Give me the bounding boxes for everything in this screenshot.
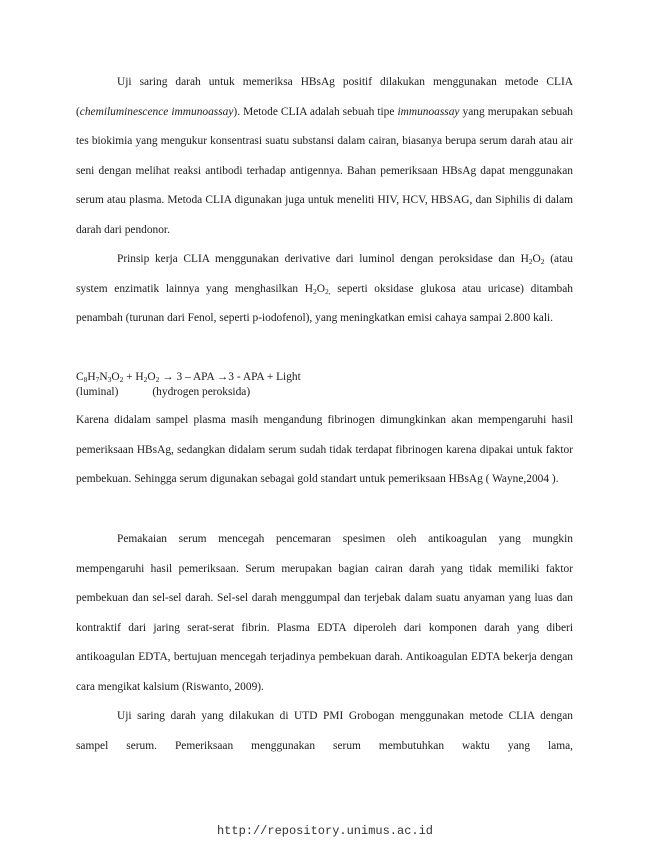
equation-labels [76,385,573,400]
p2-text-d: O [316,282,325,295]
p1-text-a: Uji saring darah untuk memeriksa HBsAg positif dilakukan menggunakan metode CLIA ( [76,76,573,118]
paragraph-serum-anticoagulant: Pemakaian serum mencegah pencemaran spesimen oleh antikoagulan yang mungkin mempengaruhi hasil pemeriksaan. Serum merupakan bagian cairan darah yang tidak memiliki faktor pembekuan dan sel-sel darah. Sel-sel darah menggumpal dan terjebak dalam suatu anyaman yang luas dan kontraktif dari jaring serat-serat fibrin. Plasma EDTA diperoleh dari komponen darah yang diberi antikoagulan EDTA, bertujuan mencegah terjadinya pembekuan darah. Antikoagulan EDTA bekerja dengan cara mengikat kalsium (Riswanto, 2009). [76,533,573,693]
chemical-equation: $C_8H_7N_3O_2 + H_2O_2 \to 3$ – APA →3 - APA + Light [76,371,301,384]
p2-text-c: (atau system enzimatik lainnya yang menghasilkan H [76,253,573,295]
p2-text-b: O [532,253,541,265]
paragraph-fibrinogen: Karena didalam sampel plasma masih mengandung fibrinogen dimungkinkan akan mempengaruhi hasil pemeriksaan HBsAg, sedangkan didalam serum sudah tidak terdapat fibrinogen karena dipakai untuk faktor pembekuan. Sehingga serum digunakan sebagai gold standart untuk pemeriksaan HBsAg ( Wayne,2004 ). [76,414,573,486]
p1-text-b: ). Metode CLIA adalah sebuah tipe [233,105,398,118]
p1-italic-immunoassay: immunoassay [397,105,460,118]
p2-sub: 2 [528,257,533,266]
p1-text-c: yang merupakan sebuah tes biokimia yang mengukur konsentrasi suatu substansi dalam cairan, biasanya berupa serum darah atau air seni dengan melihat reaksi antibodi terhadap antigennya. Bahan pemeriksaan HBsAg dapat menggunakan serum atau plasma. Metoda CLIA digunakan juga untuk meneliti HIV, HCV, HBSAG, dan Siphilis di dalam darah dari pendonor. [76,105,573,236]
p2-sub: 2, [325,286,331,296]
label-hydrogen-peroxide: (hydrogen peroksida) [152,386,251,398]
paragraph-clia-method [76,68,573,246]
p2-text-a: Prinsip kerja CLIA menggunakan derivative dari luminol dengan peroksidase dan H [117,253,529,265]
p1-italic-term: chemiluminescence immunoassay [79,105,234,118]
paragraph-utd-pmi: Uji saring darah yang dilakukan di UTD PMI Grobogan menggunakan metode CLIA dengan sampel serum. Pemeriksaan menggunakan serum membutuhkan waktu yang lama, [76,710,573,752]
footer-url: http://repository.unimus.ac.id [216,824,434,838]
p2-sub: 2 [540,257,545,266]
label-luminal: (luminal) [76,386,119,398]
p2-text-e: seperti oksidase glukosa atau uricase) ditambah penambah (turunan dari Fenol, seperti p-iodofenol), yang meningkatkan emisi cahaya sampai 2.800 kali. [76,282,574,325]
paragraph-clia-principle [76,245,573,334]
p2-sub: 2 [313,286,317,296]
